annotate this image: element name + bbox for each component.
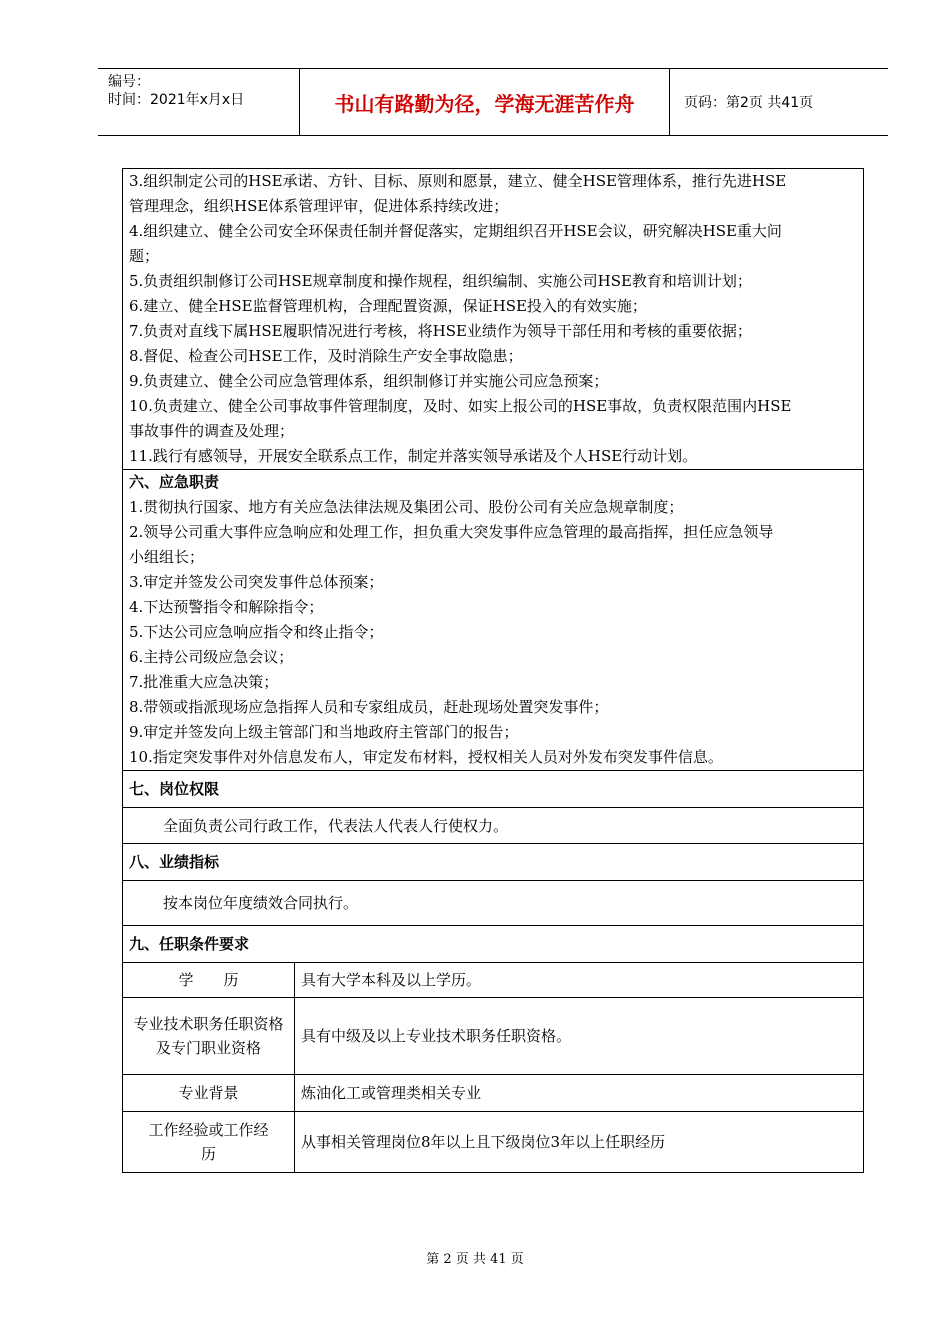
emergency-duties-cell xyxy=(123,470,864,771)
emergency-line: 1.贯彻执行国家、地方有关应急法律法规及集团公司、股份公司有关应急规章制度； xyxy=(129,498,684,516)
section-title-performance: 八、业绩指标 xyxy=(129,852,220,871)
emergency-line: 4.下达预警指令和解除指令； xyxy=(129,598,324,616)
emergency-line: 10.指定突发事件对外信息发布人，审定发布材料，授权相关人员对外发布突发事件信息。 xyxy=(129,748,723,766)
hse-line: 3.组织制定公司的HSE承诺、方针、目标、原则和愿景，建立、健全HSE管理体系，推行先进HSE xyxy=(129,172,787,190)
qualification-value: 从事相关管理岗位8年以上且下级岗位3年以上任职经历 xyxy=(295,1112,864,1173)
hse-line: 6.建立、健全HSE监督管理机构，合理配置资源，保证HSE投入的有效实施； xyxy=(129,297,647,315)
qualification-label: 学 历 xyxy=(123,963,295,998)
authority-title-cell xyxy=(123,771,864,808)
hse-line: 11.践行有感领导，开展安全联系点工作，制定并落实领导承诺及个人HSE行动计划。 xyxy=(129,447,698,465)
emergency-line: 9.审定并签发向上级主管部门和当地政府主管部门的报告； xyxy=(129,723,519,741)
emergency-line: 8.带领或指派现场应急指挥人员和专家组成员，赶赴现场处置突发事件； xyxy=(129,698,609,716)
qualification-row xyxy=(123,1112,864,1173)
qualification-value: 具有中级及以上专业技术职务任职资格。 xyxy=(295,998,864,1075)
hse-line: 管理理念，组织HSE体系管理评审，促进体系持续改进； xyxy=(129,197,509,215)
hse-line: 事故事件的调查及处理； xyxy=(129,422,295,440)
performance-text-row xyxy=(123,881,864,926)
hse-line: 9.负责建立、健全公司应急管理体系，组织制修订并实施公司应急预案； xyxy=(129,372,609,390)
qualification-value: 具有大学本科及以上学历。 xyxy=(295,963,864,998)
hse-line: 5.负责组织制修订公司HSE规章制度和操作规程，组织编制、实施公司HSE教育和培训计划； xyxy=(129,272,752,290)
performance-title-cell xyxy=(123,844,864,881)
section-title-qualifications: 九、任职条件要求 xyxy=(129,934,250,953)
emergency-line: 小组组长； xyxy=(129,548,205,566)
qualifications-title-row xyxy=(123,926,864,963)
emergency-line: 3.审定并签发公司突发事件总体预案； xyxy=(129,573,384,591)
qualification-value: 炼油化工或管理类相关专业 xyxy=(295,1075,864,1112)
header-page-label: 页码：第2页 共41页 xyxy=(684,95,814,111)
job-description-table xyxy=(122,168,864,1173)
hse-line: 10.负责建立、健全公司事故事件管理制度，及时、如实上报公司的HSE事故，负责权限范围内HSE xyxy=(129,397,792,415)
hse-line: 题； xyxy=(129,247,160,265)
header-meta xyxy=(98,69,300,135)
performance-title-row xyxy=(123,844,864,881)
emergency-duties-row xyxy=(123,470,864,771)
qualification-label: 专业技术职务任职资格及专门职业资格 xyxy=(123,998,295,1075)
hse-duties-cell xyxy=(123,169,864,470)
doc-number-label: 编号： xyxy=(108,74,150,90)
header-motto: 书山有路勤为径，学海无涯苦作舟 xyxy=(300,69,670,135)
hse-line: 4.组织建立、健全公司安全环保责任制并督促落实，定期组织召开HSE会议，研究解决HSE重大问 xyxy=(129,222,782,240)
qualification-row xyxy=(123,963,864,998)
authority-text-row xyxy=(123,808,864,844)
section-title-emergency: 六、应急职责 xyxy=(129,473,220,491)
emergency-line: 5.下达公司应急响应指令和终止指令； xyxy=(129,623,384,641)
performance-text: 按本岗位年度绩效合同执行。 xyxy=(123,881,864,926)
page-header xyxy=(98,68,888,136)
qualification-label: 专业背景 xyxy=(123,1075,295,1112)
authority-title-row xyxy=(123,771,864,808)
qualification-label: 工作经验或工作经历 xyxy=(123,1112,295,1173)
hse-line: 8.督促、检查公司HSE工作，及时消除生产安全事故隐患； xyxy=(129,347,523,365)
hse-duties-row xyxy=(123,169,864,470)
qualifications-title-cell xyxy=(123,926,864,963)
qualification-row xyxy=(123,998,864,1075)
hse-line: 7.负责对直线下属HSE履职情况进行考核，将HSE业绩作为领导干部任用和考核的重要依据； xyxy=(129,322,752,340)
emergency-line: 7.批准重大应急决策； xyxy=(129,673,279,691)
emergency-line: 6.主持公司级应急会议； xyxy=(129,648,294,666)
doc-date-label: 时间：2021年x月x日 xyxy=(108,92,245,108)
authority-text: 全面负责公司行政工作，代表法人代表人行使权力。 xyxy=(123,808,864,844)
section-title-authority: 七、岗位权限 xyxy=(129,779,220,798)
emergency-line: 2.领导公司重大事件应急响应和处理工作，担负重大突发事件应急管理的最高指挥，担任应急领导 xyxy=(129,523,774,541)
qualification-row xyxy=(123,1075,864,1112)
page-footer: 第 2 页 共 41 页 xyxy=(426,1252,524,1267)
